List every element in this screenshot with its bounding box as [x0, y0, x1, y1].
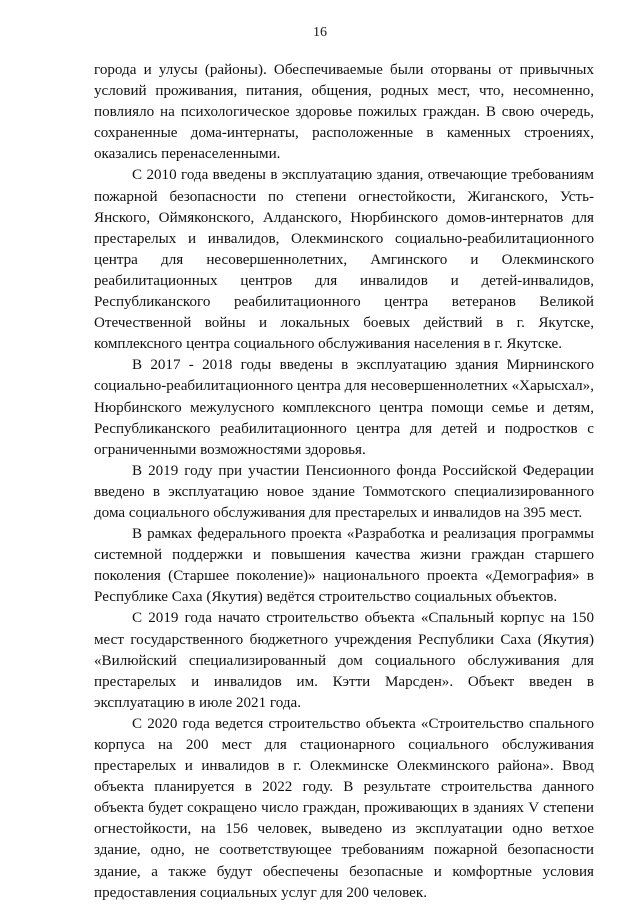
- page-number: 16: [313, 25, 327, 40]
- paragraph-2019-tommot: В 2019 году при участии Пенсионного фонда Российской Федерации введено в эксплуатацию новое здание Томмотского специализированного дома социального обслуживания для престарелых и инвалидов на 395 мест.: [94, 462, 594, 521]
- paragraph-2020-olekminsk: С 2020 года ведется строительство объекта «Строительство спального корпуса на 200 мест для стационарного социального обслуживания престарелых и инвалидов в г. Олекминске Олекминского района». Ввод объекта планируется в 2022 году. В результате строительства данного объекта будет сокращено число граждан, проживающих в зданиях V степени огнестойкости, на 156 человек, выведено из эксплуатации одно ветхое здание, одно, не соответствующее требованиям пожарной безопасности здание, а также будут обеспечены безопасные и комфортные условия предоставления социальных услуг для 200 человек.: [94, 715, 594, 901]
- paragraph-federal-project: В рамках федерального проекта «Разработка и реализация программы системной поддержки и повышения качества жизни граждан старшего поколения (Старшее поколение)» национального проекта «Демография» в Республике Саха (Якутия) ведётся строительство социальных объектов.: [94, 526, 594, 606]
- paragraph-2010-buildings: С 2010 года введены в эксплуатацию здания, отвечающие требованиям пожарной безопасности по степени огнестойкости, Жиганского, Усть-Янского, Оймяконского, Алданского, Нюрбинского домов-интернатов для престарелых и инвалидов, Олекминского социально-реабилитационного центра для несовершеннолетних, Амгинского и Олекминского реабилитационных центров для инвалидов и детей-инвалидов, Республиканского реабилитационного центра ветеранов Великой Отечественной войны и локальных боевых действий в г. Якутске, комплексного центра социального обслуживания населения в г. Якутске.: [94, 167, 594, 353]
- paragraph-2019-vilyuysk: С 2019 года начато строительство объекта «Спальный корпус на 150 мест государственного бюджетного учреждения Республики Саха (Якутия) «Вилюйский специализированный дом социального обслуживания для престарелых и инвалидов им. Кэтти Марсден». Объект введен в эксплуатацию в июле 2021 года.: [94, 610, 594, 711]
- document-body: [94, 60, 594, 904]
- paragraph-continuation: города и улусы (районы). Обеспечиваемые были оторваны от привычных условий проживания, питания, общения, родных мест, что, несомненно, повлияло на психологическое здоровье пожилых граждан. В свою очередь, сохраненные дома-интернаты, расположенные в каменных строениях, оказались перенаселенными.: [94, 62, 594, 163]
- paragraph-2017-2018-buildings: В 2017 - 2018 годы введены в эксплуатацию здания Мирнинского социально-реабилитационного центра для несовершеннолетних «Харысхал», Нюрбинского межулусного комплексного центра помощи семье и детям, Республиканского реабилитационного центра для детей и подростков с ограниченными возможностями здоровья.: [94, 357, 594, 458]
